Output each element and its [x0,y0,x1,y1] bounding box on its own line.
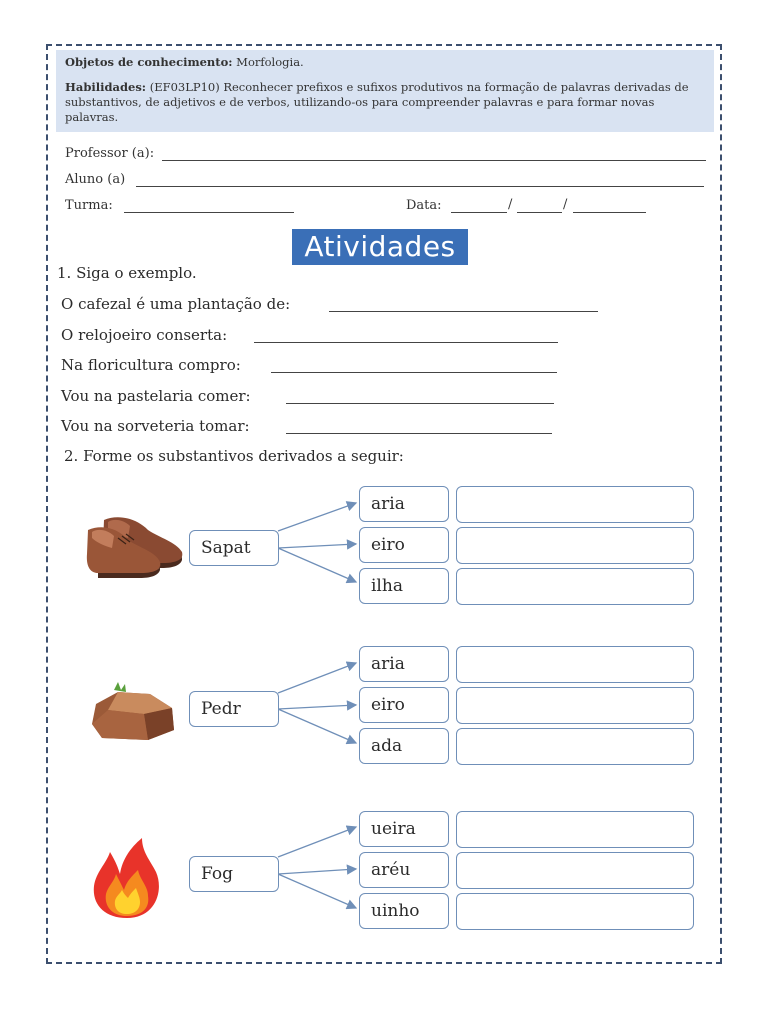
q1-sentence-4: Vou na pastelaria comer: [61,387,251,405]
root-box-sapat: Sapat [189,530,279,566]
q1-sentence-2: O relojoeiro conserta: [61,326,228,344]
aluno-label: Aluno (a) [65,172,126,187]
answer-box-fog-2[interactable] [456,852,694,889]
answer-box-sapat-2[interactable] [456,527,694,564]
q1-instruction: 1. Siga o exemplo. [57,264,197,282]
suffix-box-sapat-1: aria [359,486,449,522]
answer-box-pedr-3[interactable] [456,728,694,765]
rock-icon [88,680,180,742]
suffix-box-sapat-3: ilha [359,568,449,604]
q1-sentence-1: O cafezal é uma plantação de: [61,295,291,313]
suffix-box-fog-3: uinho [359,893,449,929]
root-box-pedr: Pedr [189,691,279,727]
habilidades-label: Habilidades: [65,80,147,94]
arrow-fog-2 [278,869,356,874]
suffix-box-fog-1: ueira [359,811,449,847]
turma-label: Turma: [65,198,113,213]
date-slash-2: / [563,197,568,212]
shoes-icon [84,508,188,582]
arrow-fog-1 [278,827,356,857]
objetos-label: Objetos de conhecimento: [65,55,233,69]
q1-sentence-5: Vou na sorveteria tomar: [61,417,250,435]
answer-box-fog-3[interactable] [456,893,694,930]
suffix-box-pedr-3: ada [359,728,449,764]
q2-instruction: 2. Forme os substantivos derivados a seguir: [64,447,404,465]
professor-label: Professor (a): [65,146,155,161]
answer-box-fog-1[interactable] [456,811,694,848]
root-box-fog: Fog [189,856,279,892]
arrow-sapat-3 [278,548,356,582]
page-title: Atividades [292,229,468,265]
objetos-value: Morfologia. [232,55,304,69]
suffix-box-pedr-2: eiro [359,687,449,723]
arrow-pedr-3 [278,709,356,743]
data-label: Data: [406,198,442,213]
arrow-sapat-1 [278,503,356,531]
answer-box-pedr-2[interactable] [456,687,694,724]
date-slash-1: / [508,197,513,212]
suffix-box-sapat-2: eiro [359,527,449,563]
answer-box-pedr-1[interactable] [456,646,694,683]
arrow-sapat-2 [278,544,356,548]
q1-sentence-3: Na floricultura compro: [61,356,241,374]
arrow-fog-3 [278,874,356,908]
suffix-box-pedr-1: aria [359,646,449,682]
arrow-pedr-2 [278,705,356,709]
answer-box-sapat-3[interactable] [456,568,694,605]
fire-icon [90,834,164,920]
answer-box-sapat-1[interactable] [456,486,694,523]
habilidades-value: (EF03LP10) Reconhecer prefixos e sufixos produtivos na formação de palavras derivadas de substantivos, de adjetivos e de verbos, utilizando-os para compreender palavras e para formar novas palavras. [65,80,689,124]
suffix-box-fog-2: aréu [359,852,449,888]
arrow-pedr-1 [278,663,356,693]
